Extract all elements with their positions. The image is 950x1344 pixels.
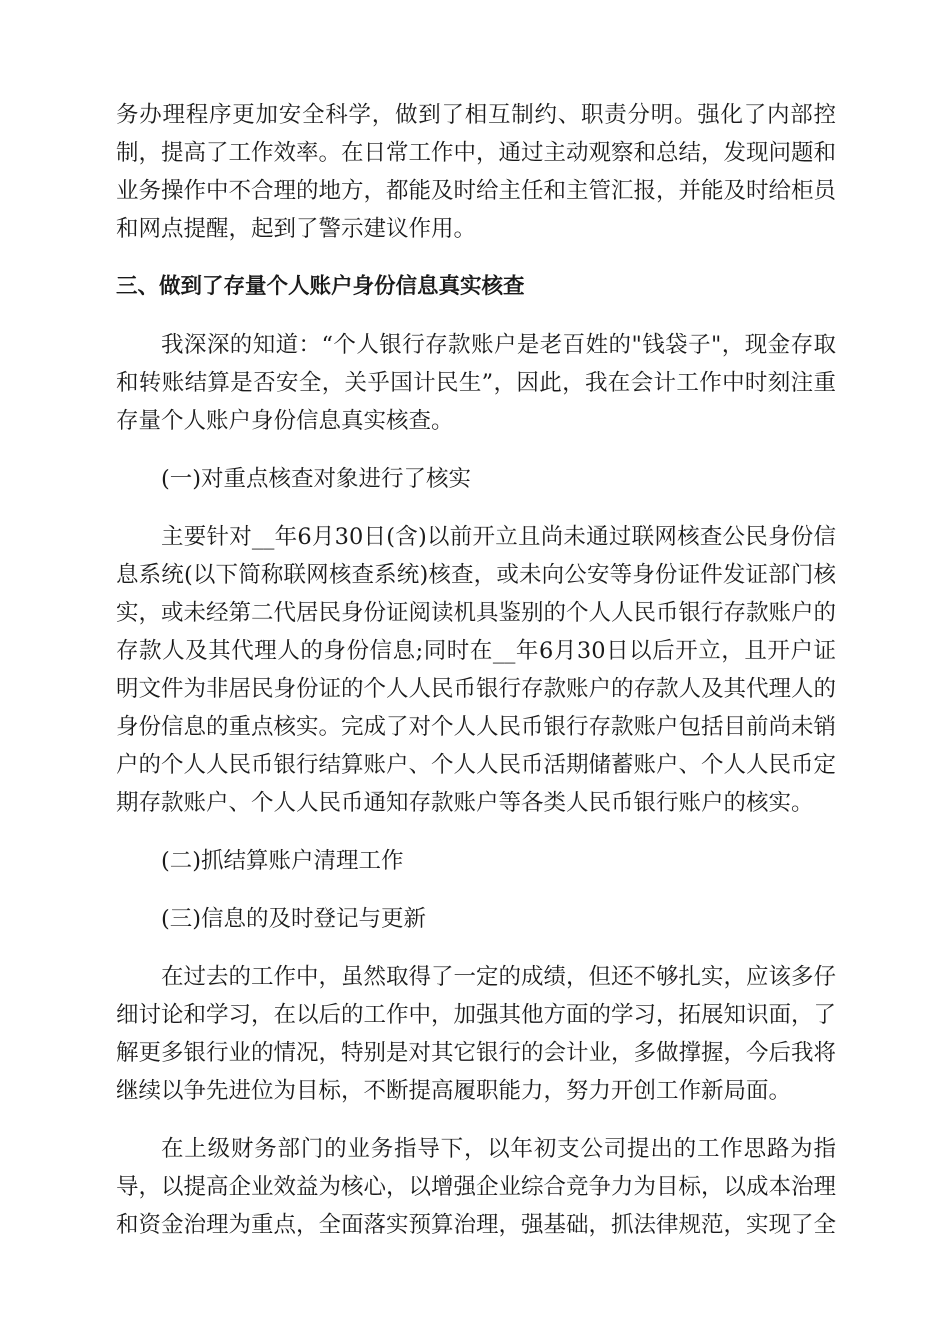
paragraph-intro: 务办理程序更加安全科学，做到了相互制约、职责分明。强化了内部控制，提高了工作效率。在日常工作中，通过主动观察和总结，发现问题和业务操作中不合理的地方，都能及时给主任和主管汇报，并能及时给柜员和网点提醒，起到了警示建议作用。 (116, 102, 837, 242)
paragraph-verification-detail: 主要针对__年6月30日(含)以前开立且尚未通过联网核查公民身份信息系统(以下简称联网核查系统)核查，或未向公安等身份证件发证部门核实，或未经第二代居民身份证阅读机具鉴别的个人人民币银行存款账户的存款人及其代理人的身份信息;同时在__年6月30日以后开立，且开户证明文件为非居民身份证的个人人民币银行存款账户的存款人及其代理人的身份信息的重点核实。完成了对个人人民币银行存款账户包括目前尚未销户的个人人民币银行结算账户、个人人民币活期储蓄账户、个人人民币定期存款账户、个人人民币通知存款账户等各类人民币银行账户的核实。 (116, 524, 837, 816)
paragraph-awareness: 我深深的知道：“个人银行存款账户是老百姓的"钱袋子"，现金存取和转账结算是否安全，关乎国计民生”，因此，我在会计工作中时刻注重存量个人账户身份信息真实核查。 (116, 332, 836, 434)
paragraph-finance-guidance: 在上级财务部门的业务指导下，以年初支公司提出的工作思路为指导，以提高企业效益为核心，以增强企业综合竞争力为目标，以成本治理和资金治理为重点，全面落实预算治理，强基础，抓法律规范，实现了全 (116, 1136, 837, 1238)
subheading-key-verification: (一)对重点核查对象进行了核实 (161, 466, 472, 492)
subheading-info-update: (三)信息的及时登记与更新 (161, 906, 427, 932)
section-heading: 三、做到了存量个人账户身份信息真实核查 (116, 274, 525, 299)
paragraph-reflection: 在过去的工作中，虽然取得了一定的成绩，但还不够扎实，应该多仔细讨论和学习，在以后的工作中，加强其他方面的学习，拓展知识面，了解更多银行业的情况，特别是对其它银行的会计业，多做撑握，今后我将继续以争先进位为目标，不断提高履职能力，努力开创工作新局面。 (116, 964, 837, 1104)
subheading-account-cleanup: (二)抓结算账户清理工作 (161, 848, 404, 874)
document-page (116, 96, 836, 1244)
